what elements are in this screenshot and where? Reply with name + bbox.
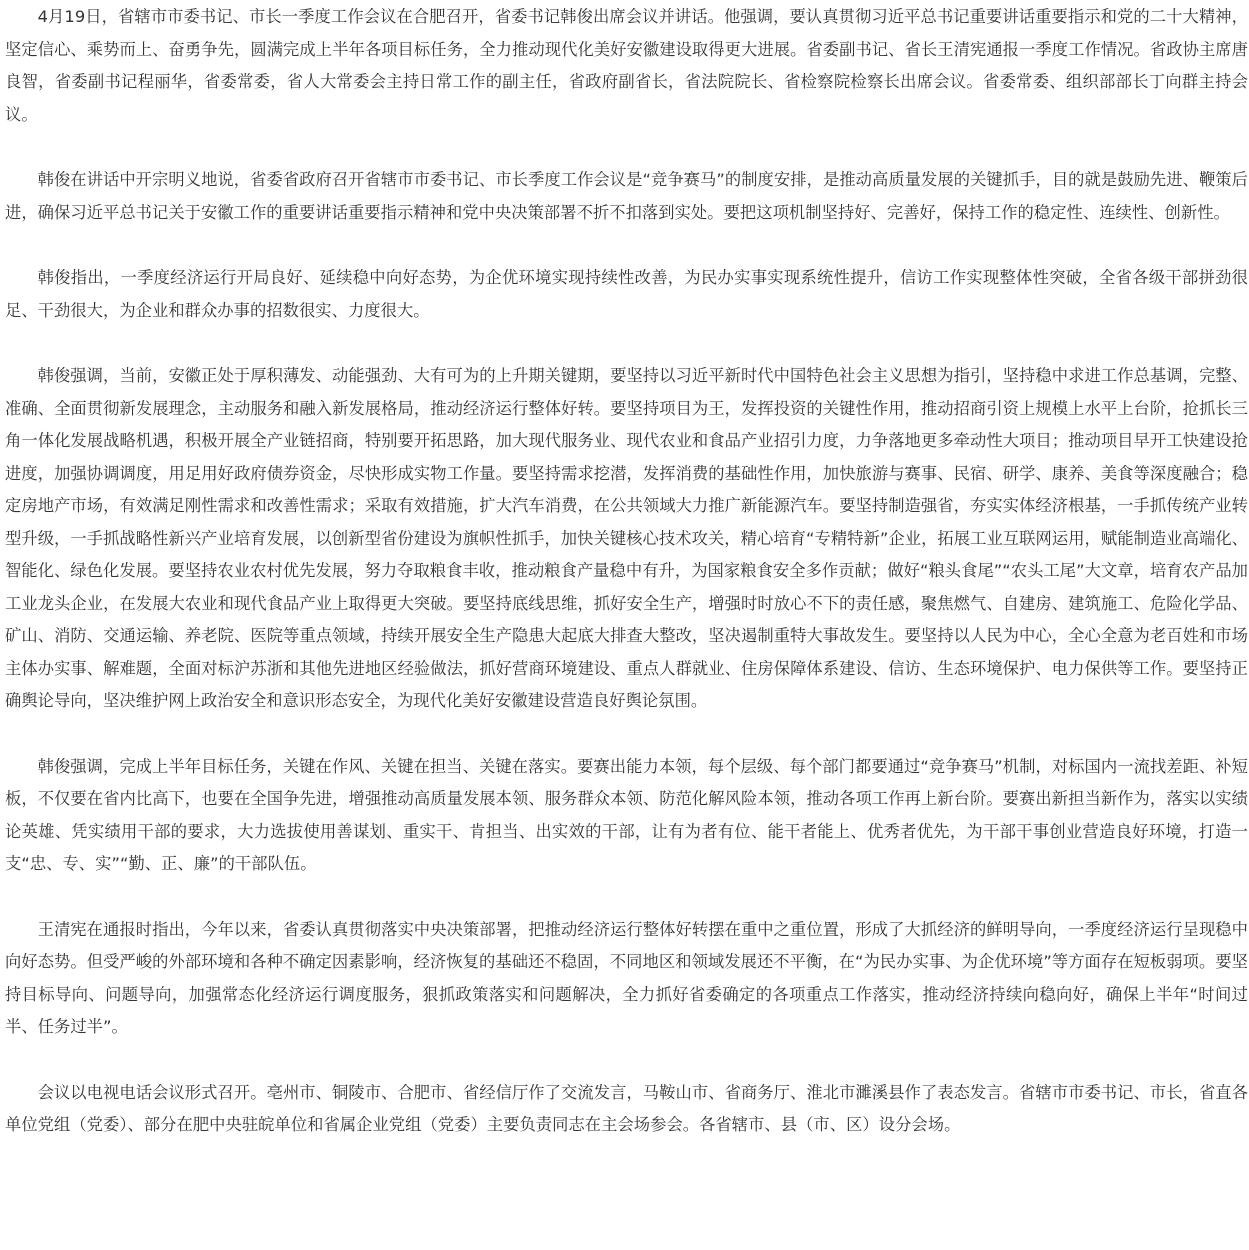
paragraph-first-quarter-assessment: 韩俊指出，一季度经济运行开局良好、延续稳中向好态势，为企优环境实现持续性改善，为民办实事实现系统性提升，信访工作实现整体性突破，全省各级干部拼劲很足、干劲很大，为企业和群众办事的招数很实、力度很大。 <box>5 268 1248 320</box>
paragraph-competition-mechanism: 韩俊在讲话中开宗明义地说，省委省政府召开省辖市市委书记、市长季度工作会议是“竞争赛马”的制度安排，是推动高质量发展的关键抓手，目的就是鼓励先进、鞭策后进，确保习近平总书记关于安徽工作的重要讲话重要指示精神和党中央决策部署不折不扣落到实处。要把这项机制坚持好、完善好，保持工作的稳定性、连续性、创新性。 <box>5 170 1248 222</box>
paragraph-meeting-format: 会议以电视电话会议形式召开。亳州市、铜陵市、合肥市、省经信厅作了交流发言，马鞍山市、省商务厅、淮北市濉溪县作了表态发言。省辖市市委书记、市长，省直各单位党组（党委）、部分在肥中央驻皖单位和省属企业党组（党委）主要负责同志在主会场参会。各省辖市、县（市、区）设分会场。 <box>5 1082 1248 1134</box>
article-body <box>5 1 1248 1142</box>
paragraph-cadre-conduct: 韩俊强调，完成上半年目标任务，关键在作风、关键在担当、关键在落实。要赛出能力本领，每个层级、每个部门都要通过“竞争赛马”机制，对标国内一流找差距、补短板，不仅要在省内比高下，也要在全国争先进，增强推动高质量发展本领、服务群众本领、防范化解风险本领，推动各项工作再上新台阶。要赛出新担当新作为，落实以实绩论英雄、凭实绩用干部的要求，大力选拔使用善谋划、重实干、肯担当、出实效的干部，让有为者有位、能干者能上、优秀者优先，为干部干事创业营造良好环境，打造一支“忠、专、实”“勤、正、廉”的干部队伍。 <box>5 756 1248 873</box>
paragraph-work-requirements: 韩俊强调，当前，安徽正处于厚积薄发、动能强劲、大有可为的上升期关键期，要坚持以习近平新时代中国特色社会主义思想为指引，坚持稳中求进工作总基调，完整、准确、全面贯彻新发展理念，主动服务和融入新发展格局，推动经济运行整体好转。要坚持项目为王，发挥投资的关键性作用，推动招商引资上规模上水平上台阶，抢抓长三角一体化发展战略机遇，积极开展全产业链招商，特别要开拓思路，加大现代服务业、现代农业和食品产业招引力度，力争落地更多牵动性大项目；推动项目早开工快建设抢进度，加强协调调度，用足用好政府债券资金，尽快形成实物工作量。要坚持需求挖潜，发挥消费的基础性作用，加快旅游与赛事、民宿、研学、康养、美食等深度融合；稳定房地产市场，有效满足刚性需求和改善性需求；采取有效措施，扩大汽车消费，在公共领域大力推广新能源汽车。要坚持制造强省，夯实实体经济根基，一手抓传统产业转型升级，一手抓战略性新兴产业培育发展，以创新型省份建设为旗帜性抓手，加快关键核心技术攻关，精心培育“专精特新”企业，拓展工业互联网运用，赋能制造业高端化、智能化、绿色化发展。要坚持农业农村优先发展，努力夺取粮食丰收，推动粮食产量稳中有升，为国家粮食安全多作贡献；做好“粮头食尾”“农头工尾”大文章，培育农产品加工业龙头企业，在发展大农业和现代食品产业上取得更大突破。要坚持底线思维，抓好安全生产，增强时时放心不下的责任感，聚焦燃气、自建房、建筑施工、危险化学品、矿山、消防、交通运输、养老院、医院等重点领域，持续开展安全生产隐患大起底大排查大整改，坚决遏制重特大事故发生。要坚持以人民为中心，全心全意为老百姓和市场主体办实事、解难题，全面对标沪苏浙和其他先进地区经验做法，抓好营商环境建设、重点人群就业、住房保障体系建设、信访、生态环境保护、电力保供等工作。要坚持正确舆论导向，坚决维护网上政治安全和意识形态安全，为现代化美好安徽建设营造良好舆论氛围。 <box>5 366 1248 710</box>
paragraph-governor-report: 王清宪在通报时指出，今年以来，省委认真贯彻落实中央决策部署，把推动经济运行整体好转摆在重中之重位置，形成了大抓经济的鲜明导向，一季度经济运行呈现稳中向好态势。但受严峻的外部环境和各种不确定因素影响，经济恢复的基础还不稳固，不同地区和领域发展还不平衡，在“为民办实事、为企优环境”等方面存在短板弱项。要坚持目标导向、问题导向，加强常态化经济运行调度服务，狠抓政策落实和问题解决，全力抓好省委确定的各项重点工作落实，推动经济持续向稳向好，确保上半年“时间过半、任务过半”。 <box>5 919 1248 1036</box>
paragraph-meeting-overview: 4月19日，省辖市市委书记、市长一季度工作会议在合肥召开，省委书记韩俊出席会议并讲话。他强调，要认真贯彻习近平总书记重要讲话重要指示和党的二十大精神，坚定信心、乘势而上、奋勇争先，圆满完成上半年各项目标任务，全力推动现代化美好安徽建设取得更大进展。省委副书记、省长王清宪通报一季度工作情况。省政协主席唐良智，省委副书记程丽华，省委常委，省人大常委会主持日常工作的副主任，省政府副省长，省法院院长、省检察院检察长出席会议。省委常委、组织部部长丁向群主持会议。 <box>5 7 1248 124</box>
